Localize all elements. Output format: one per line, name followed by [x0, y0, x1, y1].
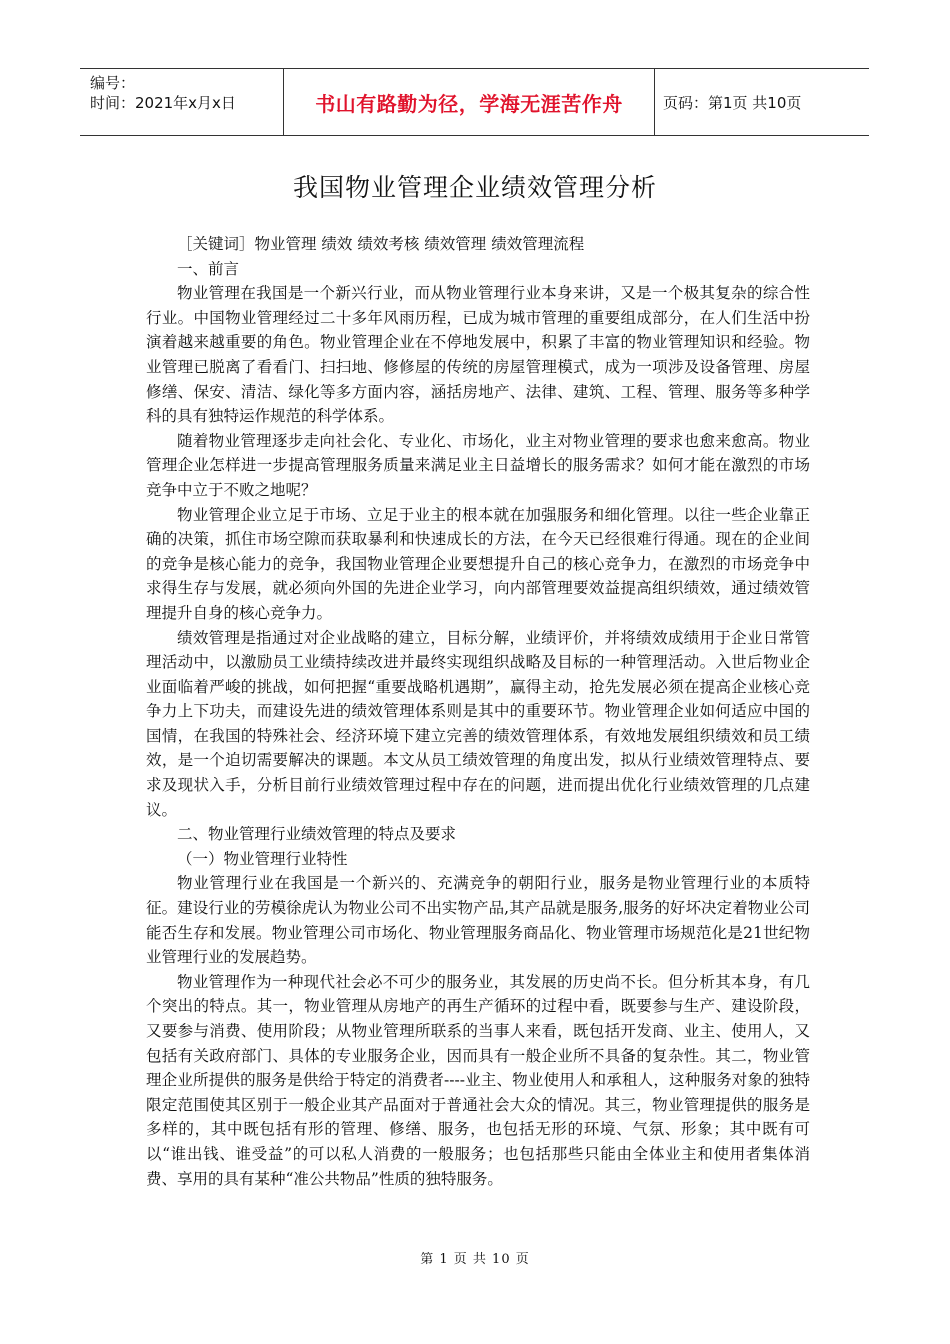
- body-paragraph: 物业管理企业立足于市场、立足于业主的根本就在加强服务和细化管理。以往一些企业靠正确的决策，抓住市场空隙而获取暴利和快速成长的方法，在今天已经很难行得通。现在的企业间的竞争是核心能力的竞争，我国物业管理企业要想提升自己的核心竞争力，在激烈的市场竞争中求得生存与发展，就必须向外国的先进企业学习，向内部管理要效益提高组织绩效，通过绩效管理提升自身的核心竞争力。: [146, 505, 810, 622]
- body-paragraph: 物业管理行业在我国是一个新兴的、充满竞争的朝阳行业，服务是物业管理行业的本质特征。建设行业的劳模徐虎认为物业公司不出实物产品,其产品就是服务,服务的好坏决定着物业公司能否生存和发展。物业管理公司市场化、物业管理服务商品化、物业管理市场规范化是21世纪物业管理行业的发展趋势。: [146, 874, 810, 967]
- header-page-info: 页码：第1页 共10页: [663, 93, 802, 112]
- subsection-heading: （一）物业管理行业特性: [177, 849, 348, 868]
- body-paragraph: 物业管理在我国是一个新兴行业，而从物业管理行业本身来讲，又是一个极其复杂的综合性行业。中国物业管理经过二十多年风雨历程，已成为城市管理的重要组成部分，在人们生活中扮演着越来越重要的角色。物业管理企业在不停地发展中，积累了丰富的物业管理知识和经验。物业管理已脱离了看看门、扫扫地、修修屋的传统的房屋管理模式，成为一项涉及设备管理、房屋修缮、保安、清洁、绿化等多方面内容，涵括房地产、法律、建筑、工程、管理、服务等多种学科的具有独特运作规范的科学体系。: [146, 284, 810, 426]
- header-table: [80, 68, 869, 136]
- document-title: 我国物业管理企业绩效管理分析: [292, 173, 657, 202]
- header-motto: 书山有路勤为径，学海无涯苦作舟: [315, 91, 623, 116]
- body-paragraph: 绩效管理是指通过对企业战略的建立，目标分解，业绩评价，并将绩效成绩用于企业日常管理活动中，以激励员工业绩持续改进并最终实现组织战略及目标的一种管理活动。入世后物业企业面临着严峻的挑战，如何把握“重要战略机遇期”，赢得主动，抢先发展必须在提高企业核心竞争力上下功夫，而建设先进的绩效管理体系则是其中的重要环节。物业管理企业如何适应中国的国情，在我国的特殊社会、经济环境下建立完善的绩效管理体系，有效地发展组织绩效和员工绩效，是一个迫切需要解决的课题。本文从员工绩效管理的角度出发，拟从行业绩效管理特点、要求及现状入手，分析目前行业绩效管理过程中存在的问题，进而提出优化行业绩效管理的几点建议。: [146, 628, 810, 819]
- document-date-label: 时间：2021年x月x日: [90, 94, 236, 112]
- page-footer: 第 1 页 共 10 页: [420, 1252, 530, 1267]
- section-heading: 二、物业管理行业绩效管理的特点及要求: [177, 825, 457, 844]
- document-body: [146, 232, 810, 1191]
- section-heading: 一、前言: [177, 259, 240, 278]
- body-paragraph: 物业管理作为一种现代社会必不可少的服务业，其发展的历史尚不长。但分析其本身，有几个突出的特点。其一，物业管理从房地产的再生产循环的过程中看，既要参与生产、建设阶段，又要参与消费、使用阶段；从物业管理所联系的当事人来看，既包括开发商、业主、使用人，又包括有关政府部门、具体的专业服务企业，因而具有一般企业所不具备的复杂性。其二，物业管理企业所提供的服务是供给于特定的消费者----业主、物业使用人和承租人，这种服务对象的独特限定范围使其区别于一般企业其产品面对于普通社会大众的情况。其三，物业管理提供的服务是多样的，其中既包括有形的管理、修缮、服务，也包括无形的环境、气氛、形象；其中既有可以“谁出钱、谁受益”的可以私人消费的一般服务；也包括那些只能由全体业主和使用者集体消费、享用的具有某种“准公共物品”性质的独特服务。: [146, 972, 810, 1188]
- keywords-line: ［关键词］物业管理 绩效 绩效考核 绩效管理 绩效管理流程: [177, 235, 585, 253]
- header-meta: [80, 69, 283, 135]
- body-paragraph: 随着物业管理逐步走向社会化、专业化、市场化，业主对物业管理的要求也愈来愈高。物业管理企业怎样进一步提高管理服务质量来满足业主日益增长的服务需求？如何才能在激烈的市场竞争中立于不败之地呢？: [146, 431, 810, 499]
- document-number-label: 编号：: [90, 74, 136, 92]
- header-motto-cell: [283, 69, 655, 135]
